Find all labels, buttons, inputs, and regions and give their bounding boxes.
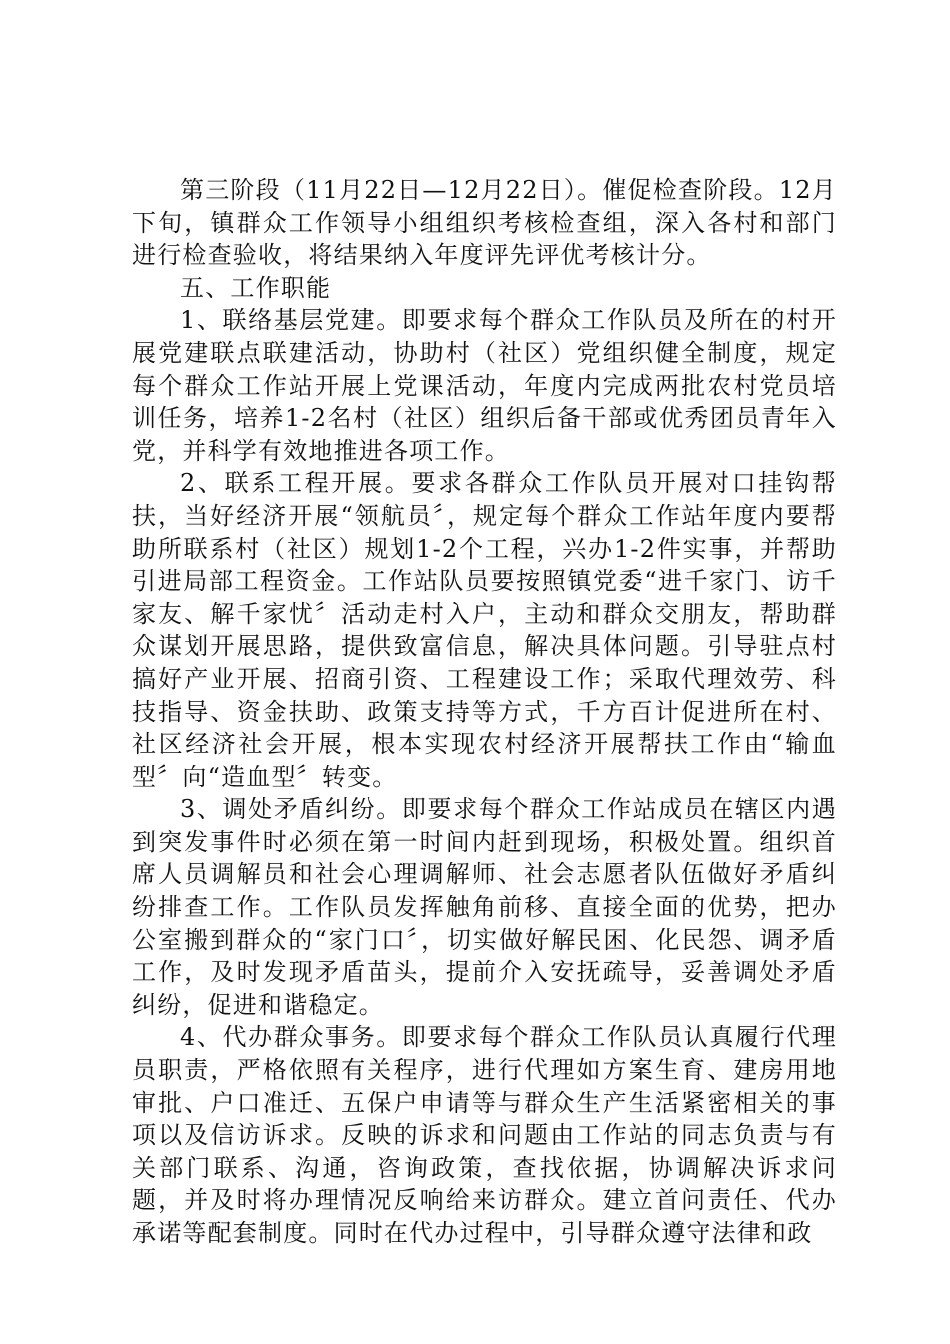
document-body: [132, 174, 837, 1250]
paragraph-item-1: 1、联络基层党建。即要求每个群众工作队员及所在的村开展党建联点联建活动，协助村（社区）党组织健全制度，规定每个群众工作站开展上党课活动，年度内完成两批农村党员培训任务，培养1-2名村（社区）组织后备干部或优秀团员青年入党，并科学有效地推进各项工作。: [132, 306, 837, 465]
paragraph-stage-three: 第三阶段（11月22日—12月22日）。催促检查阶段。12月下旬，镇群众工作领导小组组织考核检查组，深入各村和部门进行检查验收，将结果纳入年度评先评优考核计分。: [132, 176, 837, 270]
section-heading-work-functions: 五、工作职能: [180, 273, 332, 302]
paragraph-item-3: 3、调处矛盾纠纷。即要求每个群众工作站成员在辖区内遇到突发事件时必须在第一时间内赶到现场，积极处置。组织首席人员调解员和社会心理调解师、社会志愿者队伍做好矛盾纠纷排查工作。工作队员发挥触角前移、直接全面的优势，把办公室搬到群众的“家门口〞，切实做好解民困、化民怨、调矛盾工作，及时发现矛盾苗头，提前介入安抚疏导，妥善调处矛盾纠纷，促进和谐稳定。: [132, 795, 837, 1019]
paragraph-item-4: 4、代办群众事务。即要求每个群众工作队员认真履行代理员职责，严格依照有关程序，进行代理如方案生育、建房用地审批、户口准迁、五保户申请等与群众生产生活紧密相关的事项以及信访诉求。反映的诉求和问题由工作站的同志负责与有关部门联系、沟通，咨询政策，查找依据，协调解决诉求问题，并及时将办理情况反响给来访群众。建立首问责任、代办承诺等配套制度。同时在代办过程中，引导群众遵守法律和政: [132, 1023, 837, 1247]
paragraph-item-2: 2、联系工程开展。要求各群众工作队员开展对口挂钩帮扶，当好经济开展“领航员〞，规定每个群众工作站年度内要帮助所联系村（社区）规划1-2个工程，兴办1-2件实事，并帮助引进局部工程资金。工作站队员要按照镇党委“进千家门、访千家友、解千家忧〞活动走村入户，主动和群众交朋友，帮助群众谋划开展思路，提供致富信息，解决具体问题。引导驻点村搞好产业开展、招商引资、工程建设工作；采取代理效劳、科技指导、资金扶助、政策支持等方式，千方百计促进所在村、社区经济社会开展，根本实现农村经济开展帮扶工作由“输血型〞向“造血型〞转变。: [132, 469, 837, 791]
